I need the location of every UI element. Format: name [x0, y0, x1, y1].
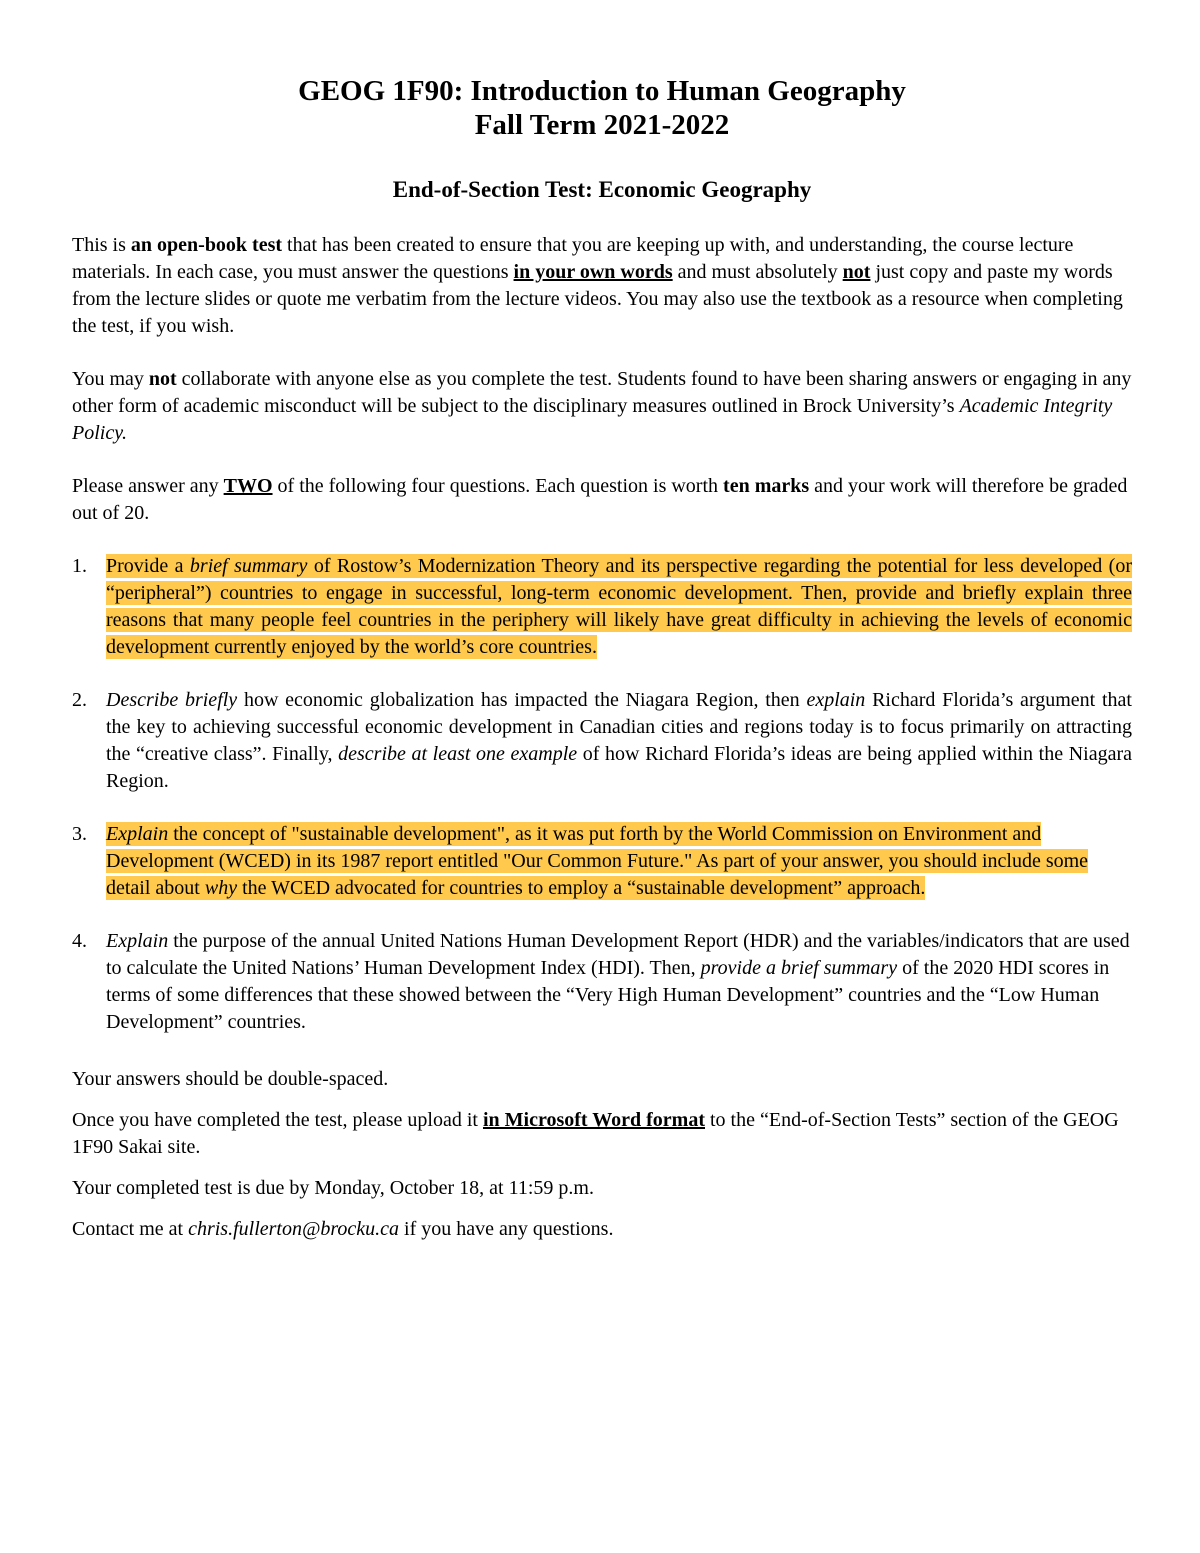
- double-spaced-note: Your answers should be double-spaced.: [72, 1068, 389, 1090]
- question-item-4: [72, 928, 1132, 1036]
- question-number: 1.: [72, 555, 87, 577]
- course-title: GEOG 1F90: Introduction to Human Geography: [298, 75, 906, 107]
- document-page: [72, 74, 1132, 1257]
- test-title: End-of-Section Test: Economic Geography: [392, 177, 812, 202]
- intro-paragraph-open-book: This is an open-book test that has been created to ensure that you are keeping up with, and understanding, the course lecture materials. In each case, you must answer the questions in your own words and must absolutely not just copy and paste my words from the lecture slides or quote me verbatim from the lecture videos. You may also use the textbook as a resource when completing the test, if you wish.: [72, 234, 1123, 337]
- question-item-1: [72, 553, 1132, 661]
- term-title: Fall Term 2021-2022: [474, 109, 730, 141]
- question-text: Describe briefly how economic globalization has impacted the Niagara Region, then explain Richard Florida’s argument that the key to achieving successful economic development in Canadian cities and regions today is to focus primarily on attracting the “creative class”. Finally, describe at least one example of how Richard Florida’s ideas are being applied within the Niagara Region.: [106, 689, 1132, 792]
- contact-email: chris.fullerton@brocku.ca: [188, 1218, 400, 1240]
- upload-instructions: Once you have completed the test, please upload it in Microsoft Word format to the “End-of-Section Tests” section of the GEOG 1F90 Sakai site.: [72, 1109, 1119, 1158]
- question-text: Explain the concept of "sustainable development", as it was put forth by the World Commission on Environment and Development (WCED) in its 1987 report entitled "Our Common Future." As part of your answer, you should include some detail about why the WCED advocated for countries to employ a “sustainable development” approach.: [106, 823, 1089, 899]
- question-item-2: [72, 687, 1132, 795]
- question-text: Explain the purpose of the annual United Nations Human Development Report (HDR) and the variables/indicators that are used to calculate the United Nations’ Human Development Index (HDI). Then, provide a brief summary of the 2020 HDI scores in terms of some differences that these showed between the “Very High Human Development” countries and the “Low Human Development” countries.: [106, 930, 1130, 1033]
- due-date: Your completed test is due by Monday, October 18, at 11:59 p.m.: [72, 1177, 594, 1199]
- question-item-3: [72, 821, 1132, 902]
- question-number: 2.: [72, 689, 87, 711]
- contact-line: Contact me at chris.fullerton@brocku.ca if you have any questions.: [72, 1218, 614, 1240]
- question-number: 4.: [72, 930, 87, 952]
- intro-paragraph-collaboration: You may not collaborate with anyone else as you complete the test. Students found to have been sharing answers or engaging in any other form of academic misconduct will be subject to the disciplinary measures outlined in Brock University’s Academic Integrity Policy.: [72, 368, 1132, 444]
- question-text: Provide a brief summary of Rostow’s Modernization Theory and its perspective regarding the potential for less developed (or “peripheral”) countries to engage in successful, long-term economic development. Then, provide and briefly explain three reasons that many people feel countries in the periphery will likely have great difficulty in achieving the levels of economic development currently enjoyed by the world’s core countries.: [106, 555, 1133, 658]
- question-list: [72, 553, 1132, 1036]
- intro-paragraph-instructions: Please answer any TWO of the following four questions. Each question is worth ten marks and your work will therefore be graded out of 20.: [72, 475, 1128, 524]
- question-number: 3.: [72, 823, 87, 845]
- closing-notes: [72, 1066, 1132, 1243]
